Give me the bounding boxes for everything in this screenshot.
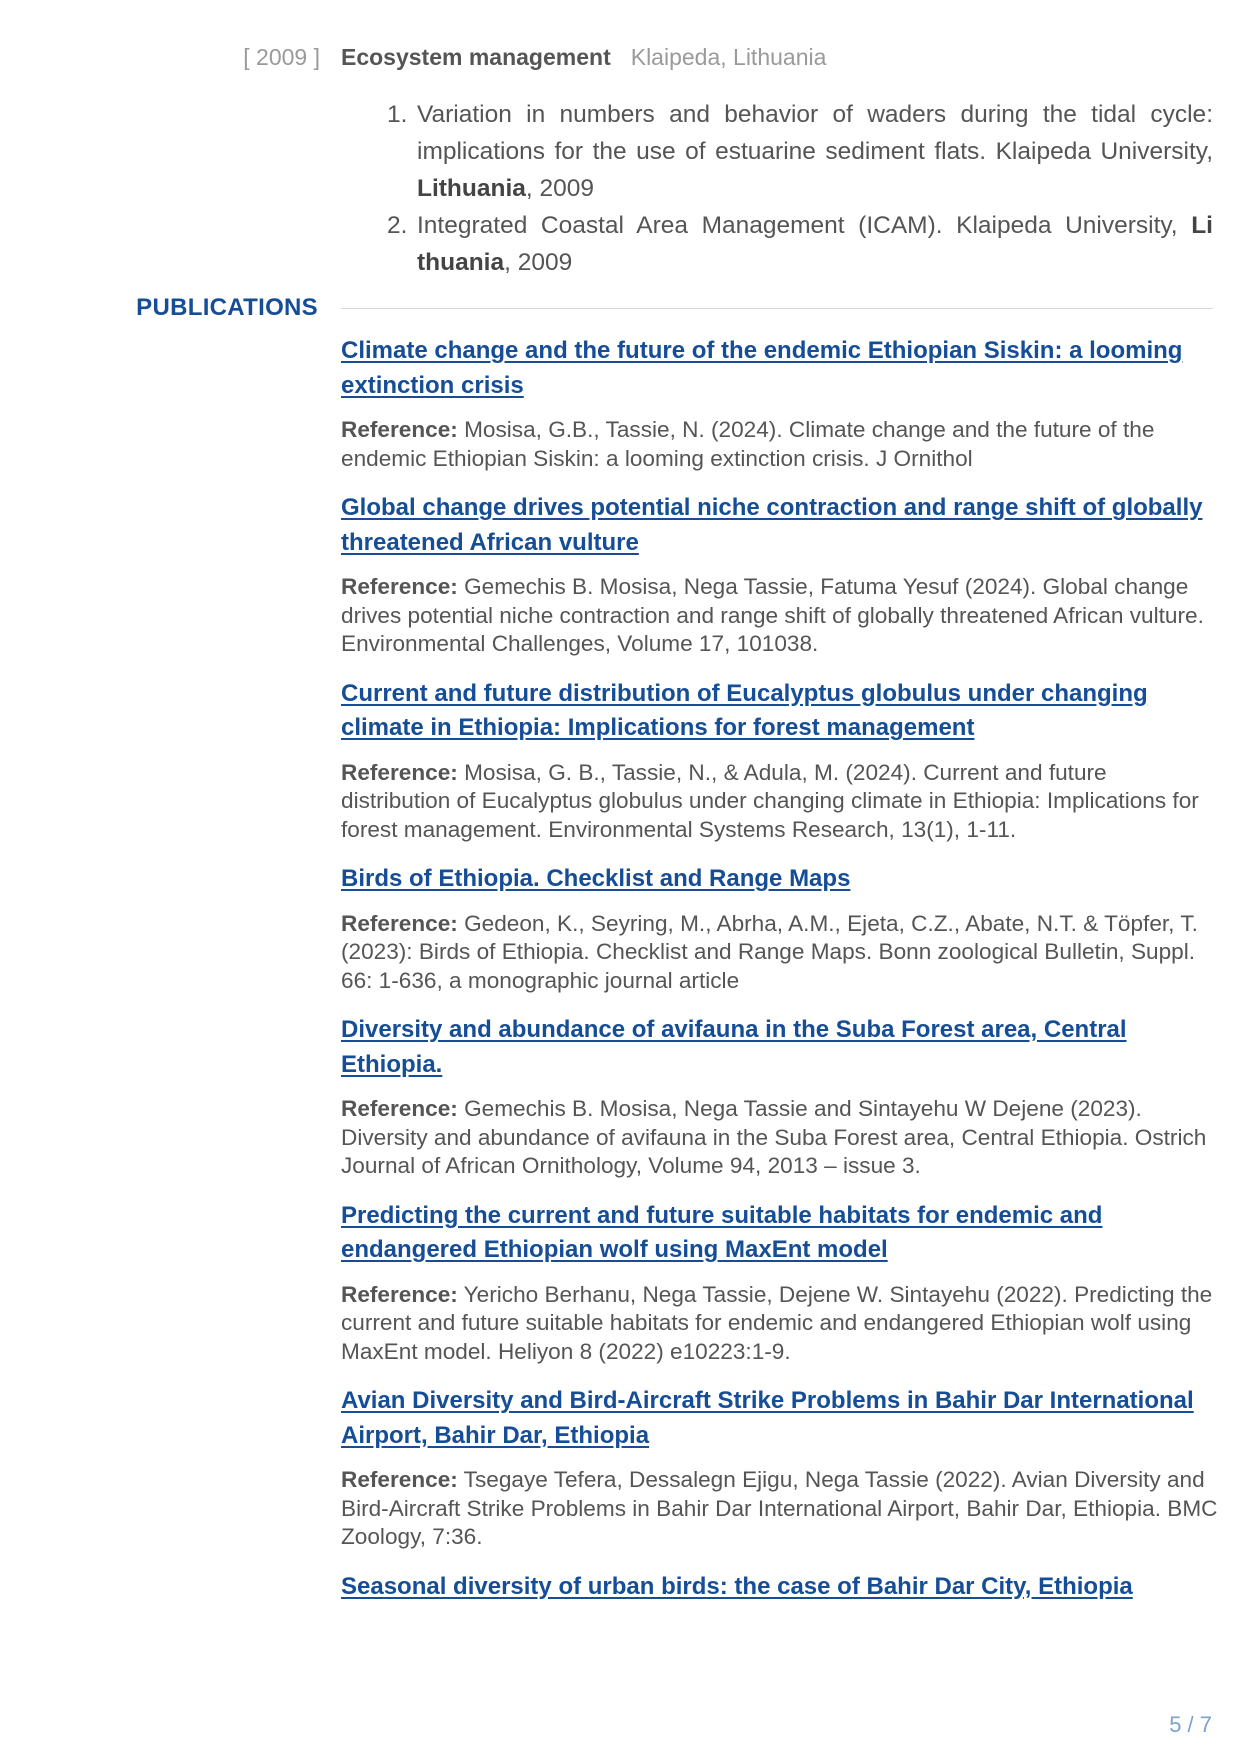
reference-label: Reference:	[341, 574, 458, 599]
publication-reference	[341, 1095, 1221, 1181]
reference-label: Reference:	[341, 910, 458, 936]
education-item-list	[341, 96, 1213, 281]
reference-text: Yericho Berhanu, Nega Tassie, Dejene W. Sintayehu (2022). Predicting the current and future suitable habitats for endemic and endangered Ethiopian wolf using MaxEnt model. Heliyon 8 (2022) e10223:1-9.	[341, 1281, 1213, 1364]
list-item-number: 1.	[387, 101, 408, 128]
publication-item	[341, 1570, 1221, 1605]
education-entry-header	[0, 44, 1240, 76]
publication-item	[341, 1013, 1221, 1181]
entry-title-text: Ecosystem management	[341, 44, 611, 70]
publication-title-link[interactable]: Avian Diversity and Bird-Aircraft Strike Problems in Bahir Dar International Airport, Bahir Dar, Ethiopia	[341, 1387, 1194, 1449]
publication-title-link[interactable]: Global change drives potential niche contraction and range shift of globally threatened African vulture	[341, 494, 1203, 556]
reference-label: Reference:	[341, 759, 458, 785]
publication-title-link[interactable]: Climate change and the future of the endemic Ethiopian Siskin: a looming extinction crisis	[341, 337, 1183, 399]
publication-title-link[interactable]: Current and future distribution of Eucalyptus globulus under changing climate in Ethiopia: Implications for forest management	[341, 679, 1148, 741]
reference-label: Reference:	[341, 417, 458, 442]
entry-location: Klaipeda, Lithuania	[630, 44, 827, 70]
publication-reference	[341, 1466, 1221, 1552]
publication-title-link[interactable]: Predicting the current and future suitable habitats for endemic and endangered Ethiopian wolf using MaxEnt model	[341, 1201, 1103, 1263]
page-indicator: 5 / 7	[1169, 1712, 1212, 1737]
publication-item	[341, 677, 1221, 845]
publication-item	[341, 1384, 1221, 1552]
publication-reference	[341, 1281, 1221, 1367]
reference-text: Mosisa, G.B., Tassie, N. (2024). Climate change and the future of the endemic Ethiopian Siskin: a looming extinction crisis. J Ornithol	[341, 417, 1155, 471]
entry-year: [ 2009 ]	[243, 44, 320, 70]
reference-text: Mosisa, G. B., Tassie, N., & Adula, M. (2024). Current and future distribution of Eucalyptus globulus under changing climate in Ethiopia: Implications for forest management. Environmental Systems Research, 13(1), 1-11.	[341, 759, 1199, 842]
publication-reference	[341, 759, 1221, 845]
list-item-tail: , 2009	[504, 249, 573, 276]
list-item-text: Integrated Coastal Area Management (ICAM). Klaipeda University,	[417, 212, 1192, 239]
reference-label: Reference:	[341, 1467, 458, 1492]
publication-reference	[341, 573, 1221, 659]
list-item-tail: , 2009	[525, 175, 595, 202]
reference-label: Reference:	[341, 1281, 458, 1307]
section-heading-publications: PUBLICATIONS	[136, 294, 318, 321]
publication-title-link[interactable]: Seasonal diversity of urban birds: the case of Bahir Dar City, Ethiopia	[341, 1572, 1133, 1600]
section-divider	[341, 308, 1213, 309]
list-item	[341, 207, 1213, 281]
publication-list	[341, 334, 1221, 1604]
reference-text: Tsegaye Tefera, Dessalegn Ejigu, Nega Tassie (2022). Avian Diversity and Bird-Aircraft Strike Problems in Bahir Dar International Airport, Bahir Dar, Ethiopia. BMC Zoology, 7:36.	[341, 1467, 1218, 1549]
entry-title	[341, 44, 826, 71]
reference-label: Reference:	[341, 1096, 458, 1121]
publication-item	[341, 862, 1221, 995]
list-item-number: 2.	[387, 212, 408, 239]
list-item-bold: Lithuania	[417, 175, 526, 202]
publication-item	[341, 491, 1221, 659]
list-item-text: Variation in numbers and behavior of waders during the tidal cycle: implications for the use of estuarine sediment flats. Klaipeda University,	[417, 101, 1213, 165]
reference-text: Gemechis B. Mosisa, Nega Tassie, Fatuma Yesuf (2024). Global change drives potential niche contraction and range shift of globally threatened African vulture. Environmental Challenges, Volume 17, 101038.	[341, 574, 1204, 656]
publication-title-link[interactable]: Birds of Ethiopia. Checklist and Range Maps	[341, 865, 851, 892]
publication-item	[341, 334, 1221, 473]
reference-text: Gemechis B. Mosisa, Nega Tassie and Sintayehu W Dejene (2023). Diversity and abundance of avifauna in the Suba Forest area, Central Ethiopia. Ostrich Journal of African Ornithology, Volume 94, 2013 – issue 3.	[341, 1096, 1207, 1178]
list-item	[341, 96, 1213, 207]
list-item-bold: Li thuania	[417, 212, 1213, 276]
reference-text: Gedeon, K., Seyring, M., Abrha, A.M., Ejeta, C.Z., Abate, N.T. & Töpfer, T. (2023): Birds of Ethiopia. Checklist and Range Maps. Bonn zoological Bulletin, Suppl. 66: 1-636, a monographic journal article	[341, 910, 1198, 993]
publication-reference	[341, 910, 1221, 996]
publication-title-link[interactable]: Diversity and abundance of avifauna in the Suba Forest area, Central Ethiopia.	[341, 1016, 1127, 1078]
publication-item	[341, 1199, 1221, 1367]
publication-reference	[341, 416, 1221, 473]
